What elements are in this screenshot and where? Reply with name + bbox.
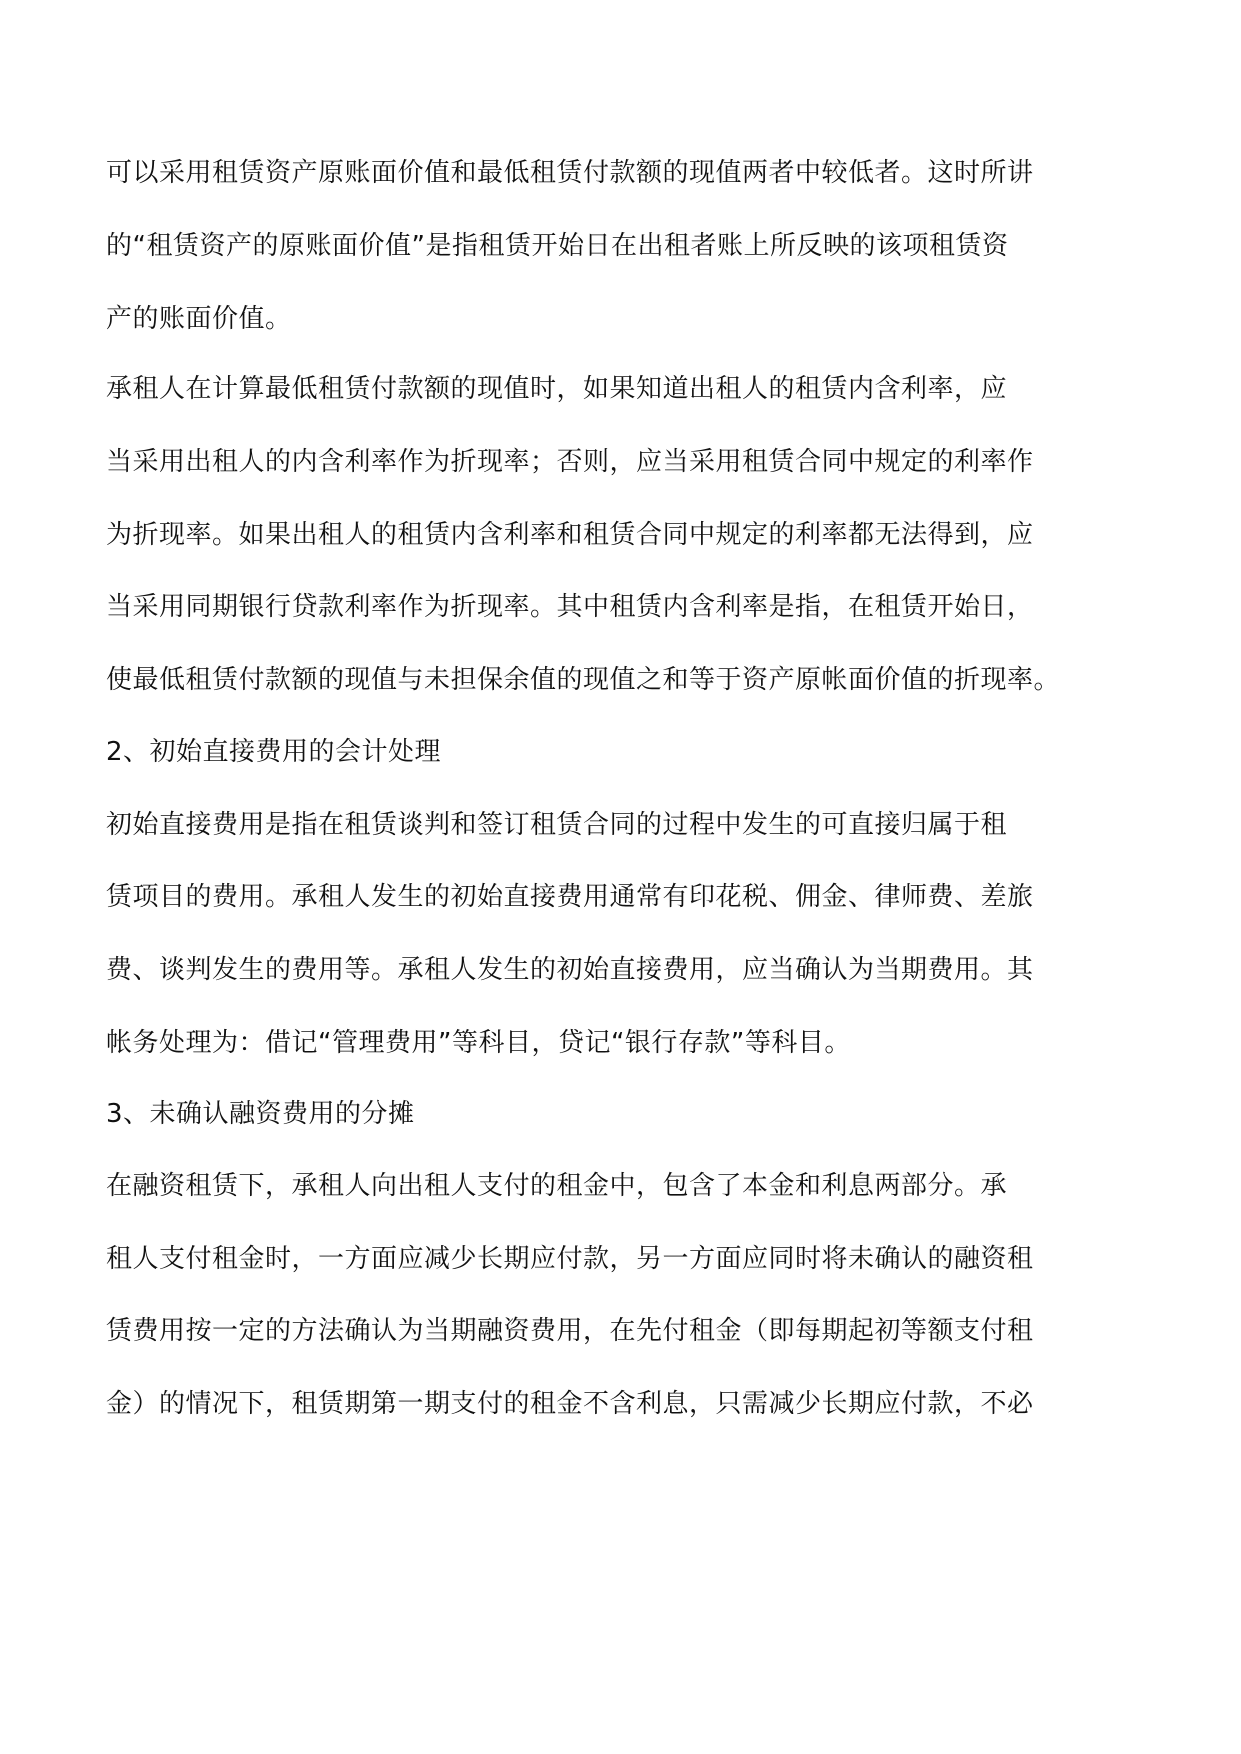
section-heading: 2、初始直接费用的会计处理 <box>106 737 442 767</box>
text-line: 赁项目的费用。承租人发生的初始直接费用通常有印花税、佣金、律师费、差旅 <box>106 882 1034 912</box>
text-line: 租人支付租金时，一方面应减少长期应付款，另一方面应同时将未确认的融资租 <box>106 1244 1034 1274</box>
text-line: 费、谈判发生的费用等。承租人发生的初始直接费用，应当确认为当期费用。其 <box>106 955 1034 985</box>
text-line: 承租人在计算最低租赁付款额的现值时，如果知道出租人的租赁内含利率，应 <box>106 374 1008 404</box>
text-line: 的“租赁资产的原账面价值”是指租赁开始日在出租者账上所反映的该项租赁资 <box>106 231 1009 261</box>
section-heading: 3、未确认融资费用的分摊 <box>106 1099 415 1129</box>
text-line: 产的账面价值。 <box>106 304 292 334</box>
text-line: 初始直接费用是指在租赁谈判和签订租赁合同的过程中发生的可直接归属于租 <box>106 810 1008 840</box>
text-line: 可以采用租赁资产原账面价值和最低租赁付款额的现值两者中较低者。这时所讲 <box>106 158 1034 188</box>
text-line: 金）的情况下，租赁期第一期支付的租金不含利息，只需减少长期应付款，不必 <box>106 1389 1034 1419</box>
text-line: 当采用出租人的内含利率作为折现率；否则，应当采用租赁合同中规定的利率作 <box>106 447 1034 477</box>
text-line: 当采用同期银行贷款利率作为折现率。其中租赁内含利率是指，在租赁开始日， <box>106 592 1034 622</box>
text-line: 在融资租赁下，承租人向出租人支付的租金中，包含了本金和利息两部分。承 <box>106 1171 1008 1201</box>
text-line: 为折现率。如果出租人的租赁内含利率和租赁合同中规定的利率都无法得到，应 <box>106 520 1034 550</box>
text-line: 使最低租赁付款额的现值与未担保余值的现值之和等于资产原帐面价值的折现率。 <box>106 665 1061 695</box>
text-line: 赁费用按一定的方法确认为当期融资费用，在先付租金（即每期起初等额支付租 <box>106 1316 1034 1346</box>
text-line: 帐务处理为：借记“管理费用”等科目，贷记“银行存款”等科目。 <box>106 1028 851 1058</box>
